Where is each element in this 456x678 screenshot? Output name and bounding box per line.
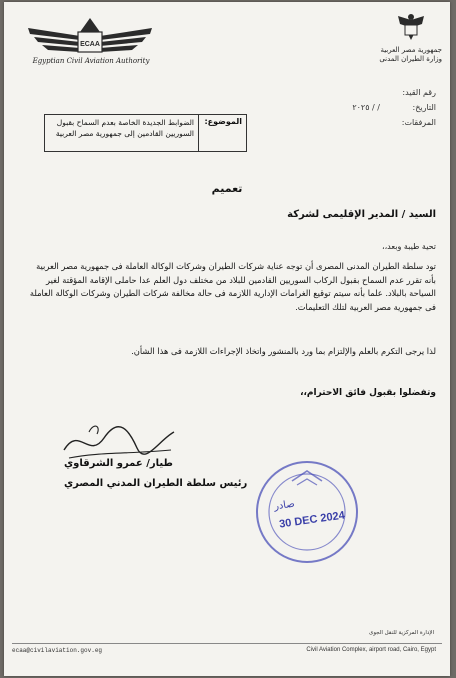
date-label: التاريخ: xyxy=(412,103,436,112)
stamp-date: 30 DEC 2024 xyxy=(278,509,346,531)
closing: وتفضلوا بقبول فائق الاحترام،، xyxy=(300,388,436,398)
attachments-label: المرفقات: xyxy=(401,118,436,127)
footer-divider xyxy=(12,643,442,644)
date-value: / / ٢٠٢٥ xyxy=(352,103,380,112)
stamp-code: صادر xyxy=(273,498,296,513)
official-stamp xyxy=(252,457,362,567)
circular-heading: تعميم xyxy=(211,182,243,195)
greeting: تحية طيبة وبعد،، xyxy=(382,242,436,251)
request-paragraph: لذا يرجى التكرم بالعلم والإلتزام بما ورد بالمنشور واتخاذ الإجراءات اللازمة فى هذا الشأن. xyxy=(131,346,436,356)
gov-line-2: وزارة الطيران المدنى xyxy=(379,55,442,63)
addressee: السيد / المدير الإقليمى لشركة xyxy=(287,209,436,220)
date-row xyxy=(352,103,436,112)
gov-line-1: جمهورية مصر العربية xyxy=(380,46,442,54)
body-paragraph: تود سلطة الطيران المدنى المصرى أن توجه عناية شركات الطيران وشركات الوكالة العاملة فى جمهورية مصر العربية بأنه تقرر عدم السماح بقبول الركاب السوريين القادمين للبلاد من مختلف دول العلم عدا حاملى الإقامة المؤقتة لغير السياحة بالبلاد. علما بأنه سيتم توقيع الغرامات الإدارية اللازمة فى حالة مخالفة شركات الطيران وشركات الوكالة العاملة فى جمهورية مصر العربية لتلك التعليمات. xyxy=(29,261,436,312)
eagle-emblem-icon xyxy=(394,10,428,44)
ref-label: رقم القيد: xyxy=(402,88,436,97)
signatory-title: رئيس سلطة الطيران المدني المصري xyxy=(64,478,248,489)
footer-address: Civil Aviation Complex, airport road, Cairo, Egypt xyxy=(306,647,436,653)
subject-text: الضوابط الجديدة الخاصة بعدم السماح بقبول السوريين القادمين إلى جمهورية مصر العربية xyxy=(44,114,199,152)
footer-email: ecaa@civilaviation.gov.eg xyxy=(12,647,103,654)
letter-page xyxy=(4,2,450,676)
subject-label: الموضوع: xyxy=(199,114,247,152)
signatory-name: طيار/ عمرو الشرقاوي xyxy=(64,458,173,469)
ecaa-english-name: Egyptian Civil Aviation Authority xyxy=(32,57,150,65)
svg-text:ECAA: ECAA xyxy=(80,41,100,48)
footer-arabic: الإدارة المركزية للنقل الجوى xyxy=(369,630,434,636)
